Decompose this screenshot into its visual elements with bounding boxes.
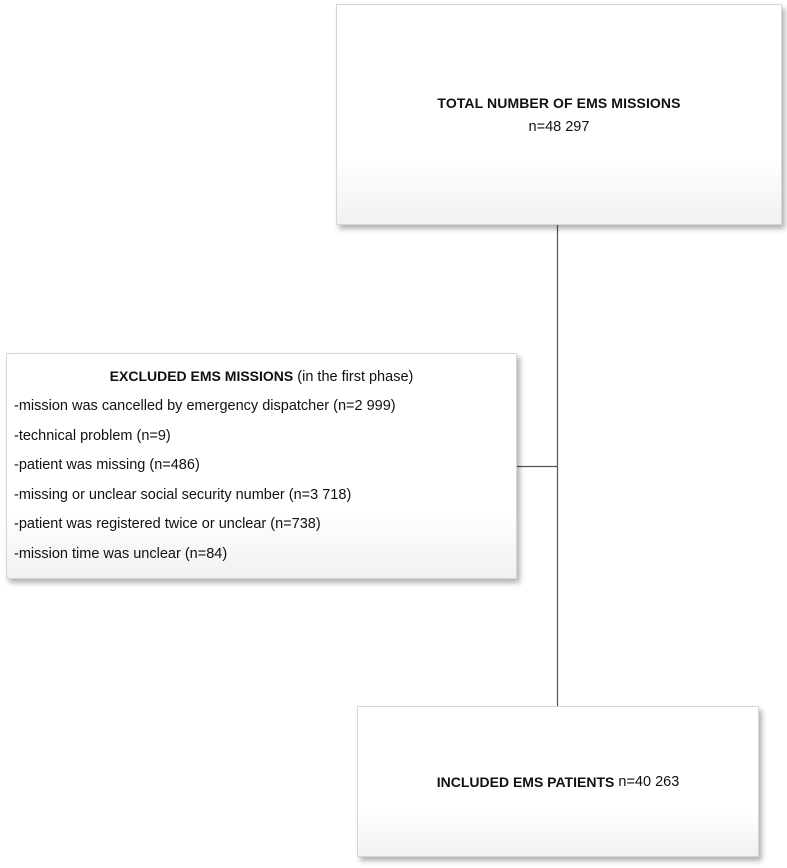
excluded-missions-box [6, 353, 517, 579]
exclusion-reason-item: -mission time was unclear (n=84) [14, 545, 228, 562]
exclusion-reason-item: -technical problem (n=9) [14, 427, 171, 444]
excluded-missions-phase: (in the first phase) [297, 369, 414, 385]
total-missions-count: n=48 297 [528, 118, 590, 135]
exclusion-reason-list [14, 392, 516, 569]
exclusion-reason-item: -patient was missing (n=486) [14, 457, 200, 473]
total-missions-title: TOTAL NUMBER OF EMS MISSIONS [437, 94, 681, 111]
included-patients-title: INCLUDED EMS PATIENTS [436, 773, 615, 790]
included-patients-box [357, 706, 759, 857]
exclusion-reason-item: -patient was registered twice or unclear (n=738) [14, 516, 321, 532]
exclusion-reason-item: -mission was cancelled by emergency dispatcher (n=2 999) [14, 398, 396, 414]
exclusion-reason-item: -missing or unclear social security number (n=3 718) [14, 486, 352, 503]
included-patients-count: n=40 263 [618, 773, 680, 790]
total-missions-box [336, 4, 782, 225]
excluded-missions-heading [14, 368, 516, 385]
excluded-missions-title: EXCLUDED EMS MISSIONS [109, 368, 294, 384]
